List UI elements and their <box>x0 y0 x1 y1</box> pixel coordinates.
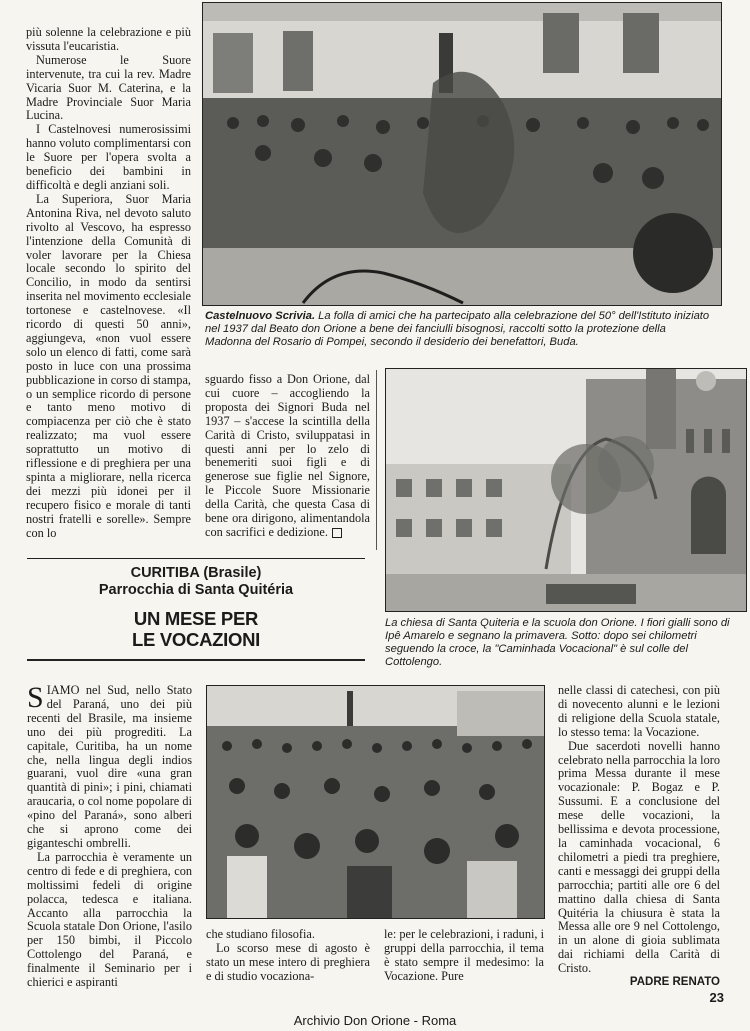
photo-santa-quiteria-church <box>385 368 747 612</box>
paragraph: I Castelnovesi numerosissimi hanno voluto complimentarsi con le Suore per l'opera svolta a beneficio dei bambini in difficoltà e degli anziani soli. <box>26 122 191 192</box>
paragraph: più solenne la celebrazione e più vissuta l'eucaristia. <box>26 25 191 53</box>
paragraph <box>27 681 192 851</box>
footer-archive-label: Archivio Don Orione - Roma <box>293 1013 457 1028</box>
headline-title-line1: UN MESE PER <box>133 608 259 629</box>
caption-text: La folla di amici che ha partecipato alla celebrazione del 50° dell'Istituto iniziato nel 1937 dal Beato don Orione a bene dei fanciulli bisognosi, raccolti sotto la protezione della Madonna del Rosario di Pompei, secondo il desiderio dei benefattori, Buda. <box>205 310 710 348</box>
photo1-caption <box>205 310 715 349</box>
paragraph: Numerose le Suore intervenute, tra cui la rev. Madre Vicaria Suor M. Caterina, e la Madre Provinciale Suor Maria Lucina. <box>26 52 191 123</box>
signature: PADRE RENATO <box>629 976 720 989</box>
paragraph: nelle classi di catechesi, con più di novecento alunni e le lezioni di religione della Scuola statale, lo stesso tema: la Vocazione. <box>558 683 720 739</box>
article-column-3 <box>384 928 544 984</box>
headline-place: CURITIBA (Brasile) <box>130 565 262 581</box>
caption-lead: Castelnuovo Scrivia. <box>205 310 316 322</box>
text-column-2 <box>205 373 370 540</box>
photo2-caption <box>385 617 742 669</box>
article-column-1 <box>27 681 192 990</box>
paragraph-text: IAMO nel Sud, nello Stato del Paraná, uno dei più recenti del Brasile, ma insieme uno dei più progrediti. La capitale, Curitiba, ha un nome che, nella lingua degli indios guarani, vuol dire «una gran quantità di pini»; i pini, chiamati araucaria, o col nome popolare di «pino del Paraná», sono alberi che si aprono come dei giganteschi ombrelli. <box>27 683 192 850</box>
church-photo-illustration <box>386 369 746 611</box>
page-number: 23 <box>709 990 724 1005</box>
paragraph: La parrocchia è veramente un centro di fede e di preghiera, con moltissimi fedeli di origine polacca, tedesca e italiana. Accanto alla parrocchia la Scuola statale Don Orione, l'asilo per 150 bimbi, il Piccolo Cottolengo del Paraná, e finalmente il Seminario per i chierici e aspiranti <box>27 849 192 990</box>
paragraph <box>205 373 370 540</box>
headline-bottom-rule <box>27 659 365 661</box>
headline-parish: Parrocchia di Santa Quitéria <box>98 582 294 598</box>
caption-text: La chiesa di Santa Quiteria e la scuola don Orione. I fiori gialli sono di Ipê Amarelo e segnano la primavera. Sotto: dopo sei chilometri seguendo la croce, la "Caminhada Vocacional" è sul colle del Cottolengo. <box>385 617 730 668</box>
crowd-photo-illustration <box>203 3 721 305</box>
headline-title-line2: LE VOCAZIONI <box>132 629 260 650</box>
paragraph: La Superiora, Suor Maria Antonina Riva, nel devoto saluto rivolto al Vescovo, ha espresso l'intenzione della Comunità di voler lavorare per la Chiesa locale secondo lo spirito del Concilio, in modo da sentirsi inserita nel movimento ecclesiale tortonese e castelnovese. «Il ricordo di questi 50 anni», aggiungeva, «non vuol essere solo un elenco di fatti, come sarà posto in luce con una prossima pubblicazione in corso di stampa, o un semplice ricordo di persone e tanto meno motivo di compiacenza per ciò che è stato realizzato; ma vuol essere soprattutto un motivo di riflessione e di preghiera per una spinta a migliorare, nella ricerca dei mezzi più idonei per il recupero fisico e morale di tanti nostri fratelli e sorelle». Sempre con lo <box>26 191 191 540</box>
dropcap: S <box>27 681 44 714</box>
paragraph: le: per le celebrazioni, i raduni, i gruppi della parrocchia, il tema è stato sempre il medesimo: la Vocazione. Pure <box>384 927 544 983</box>
paragraph: Due sacerdoti novelli hanno celebrato nella parrocchia la loro prima Messa durante il mese vocazionale: P. Bogaz e P. Sussumi. E a conclusione del mese delle vocazioni, la bellissima e devota processione, la caminhada vocacional, 6 chilometri a piedi tra preghiere, canti e messaggi dei gruppi della parrocchia; partiti alle ore 6 del mattino dalla chiesa di Santa Quitéria la chiusura è stata la Messa alle ore 9 nel Cottolengo, in un alone di gioia sublimata dai richiami della Carità di Cristo. <box>558 738 720 976</box>
headline-top-rule <box>27 558 365 559</box>
end-mark-icon <box>332 528 342 538</box>
column-divider <box>376 370 377 550</box>
photo-castelnuovo-crowd <box>202 2 722 306</box>
article-column-2 <box>206 928 370 984</box>
paragraph: Lo scorso mese di agosto è stato un mese intero di preghiera e di studio vocaziona- <box>206 940 370 983</box>
text-column-1 <box>26 26 191 541</box>
procession-photo-illustration <box>207 686 544 918</box>
paragraph: che studiano filosofia. <box>206 927 315 941</box>
photo-caminhada-vocacional <box>206 685 545 919</box>
article-column-4 <box>558 684 720 990</box>
headline-block <box>27 565 365 650</box>
paragraph-text: sguardo fisso a Don Orione, dal cui cuore – accogliendo la proposta dei Signori Buda nel 1937 – s'accese la scintilla della Carità di Cristo, sviluppatasi in questi anni per lo zelo di benemeriti suoi figli e di generose sue figlie nel Signore, le Piccole Suore Missionarie della Carità, che questa Casa di bene ora dirigono, alimentandola con sacrifici e dedizione. <box>205 372 370 539</box>
